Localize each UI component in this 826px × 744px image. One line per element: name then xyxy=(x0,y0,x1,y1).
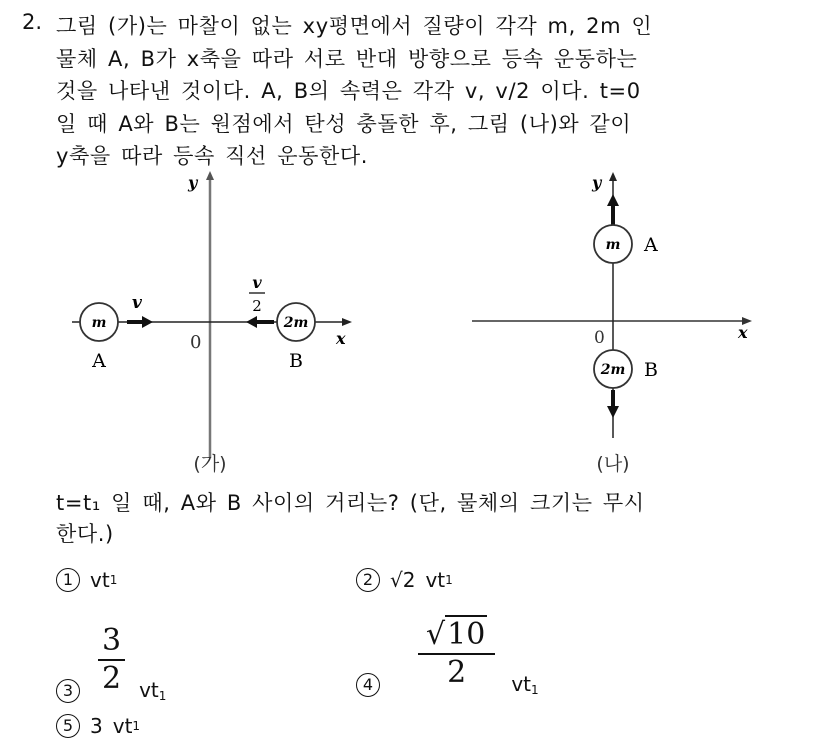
fraction-denominator: 2 xyxy=(447,654,467,690)
sqrt-icon: √ xyxy=(426,616,446,652)
object-b-mass: 2m xyxy=(600,362,626,378)
choice-subscript: 1 xyxy=(109,573,118,587)
arrow-down-icon xyxy=(607,406,619,418)
question-text xyxy=(56,488,816,550)
fraction-denominator: 2 xyxy=(102,660,122,696)
figure-a-caption: (가) xyxy=(193,453,227,475)
choice-text: vt xyxy=(511,672,531,696)
choice-subscript: 1 xyxy=(531,683,539,697)
y-axis-label: y xyxy=(188,173,198,192)
stem-line: 그림 (가)는 마찰이 없는 xy평면에서 질량이 각각 m, 2m 인 xyxy=(56,14,653,38)
stem-line: y축을 따라 등속 직선 운동한다. xyxy=(56,144,369,168)
arrow-right-icon xyxy=(142,316,153,328)
object-b-mass: 2m xyxy=(283,315,309,331)
choice-marker: 2 xyxy=(356,568,380,592)
choice-3[interactable] xyxy=(56,616,166,703)
choice-text: vt xyxy=(425,568,446,592)
choice-marker: 3 xyxy=(56,679,80,703)
object-b-velocity-den: 2 xyxy=(252,297,262,315)
choice-text: vt xyxy=(90,568,110,592)
stem-line: 물체 A, B가 x축을 따라 서로 반대 방향으로 등속 운동하는 xyxy=(56,46,638,71)
arrow-left-icon xyxy=(246,316,257,328)
sqrt-radicand: 10 xyxy=(447,616,486,652)
question-number: 2. xyxy=(22,10,43,34)
object-b-velocity-num: v xyxy=(252,273,262,292)
fraction xyxy=(98,623,125,697)
arrow-up-icon xyxy=(607,194,619,206)
object-a-label: A xyxy=(92,350,106,372)
figure-a xyxy=(60,168,380,478)
choice-coefficient: √2 xyxy=(390,568,416,592)
object-a-mass: m xyxy=(605,237,621,253)
choice-marker: 5 xyxy=(56,714,80,738)
choice-subscript: 1 xyxy=(445,573,453,587)
question-line: 한다.) xyxy=(56,522,114,546)
choice-2[interactable] xyxy=(356,568,453,592)
x-axis-label: x xyxy=(336,329,346,348)
problem-stem xyxy=(56,10,816,173)
choice-text: vt xyxy=(112,714,133,738)
choice-subscript: 1 xyxy=(158,689,167,703)
stem-line: 일 때 A와 B는 원점에서 탄성 충돌한 후, 그림 (나)와 같이 xyxy=(56,111,632,136)
choice-5[interactable] xyxy=(56,714,140,738)
y-axis-label: y xyxy=(592,173,602,192)
object-a-mass: m xyxy=(91,315,107,331)
choice-text-wrap xyxy=(511,672,538,697)
fraction-numerator xyxy=(418,617,495,653)
object-b-label: B xyxy=(644,359,658,381)
question-line: t=t₁ 일 때, A와 B 사이의 거리는? (단, 물체의 크기는 무시 xyxy=(56,491,645,515)
choice-coefficient: 3 xyxy=(90,714,103,738)
fraction xyxy=(418,617,495,691)
choice-text-wrap xyxy=(139,678,166,703)
origin-label: 0 xyxy=(594,328,605,348)
figure-b-caption: (나) xyxy=(596,453,630,475)
object-a-velocity: v xyxy=(132,293,142,313)
choice-text: vt xyxy=(139,678,159,702)
origin-label: 0 xyxy=(190,332,202,353)
choice-1[interactable] xyxy=(56,568,117,592)
choice-subscript: 1 xyxy=(132,719,141,733)
stem-line: 것을 나타낸 것이다. A, B의 속력은 각각 v, v/2 이다. t=0 xyxy=(56,79,641,103)
choice-marker: 4 xyxy=(356,673,380,697)
x-axis-label: x xyxy=(738,323,748,342)
choice-4[interactable] xyxy=(356,610,539,697)
fraction-numerator: 3 xyxy=(102,622,122,658)
choice-marker: 1 xyxy=(56,568,80,592)
object-a-label: A xyxy=(644,234,658,256)
figure-b xyxy=(460,168,780,478)
object-b-label: B xyxy=(289,350,303,372)
